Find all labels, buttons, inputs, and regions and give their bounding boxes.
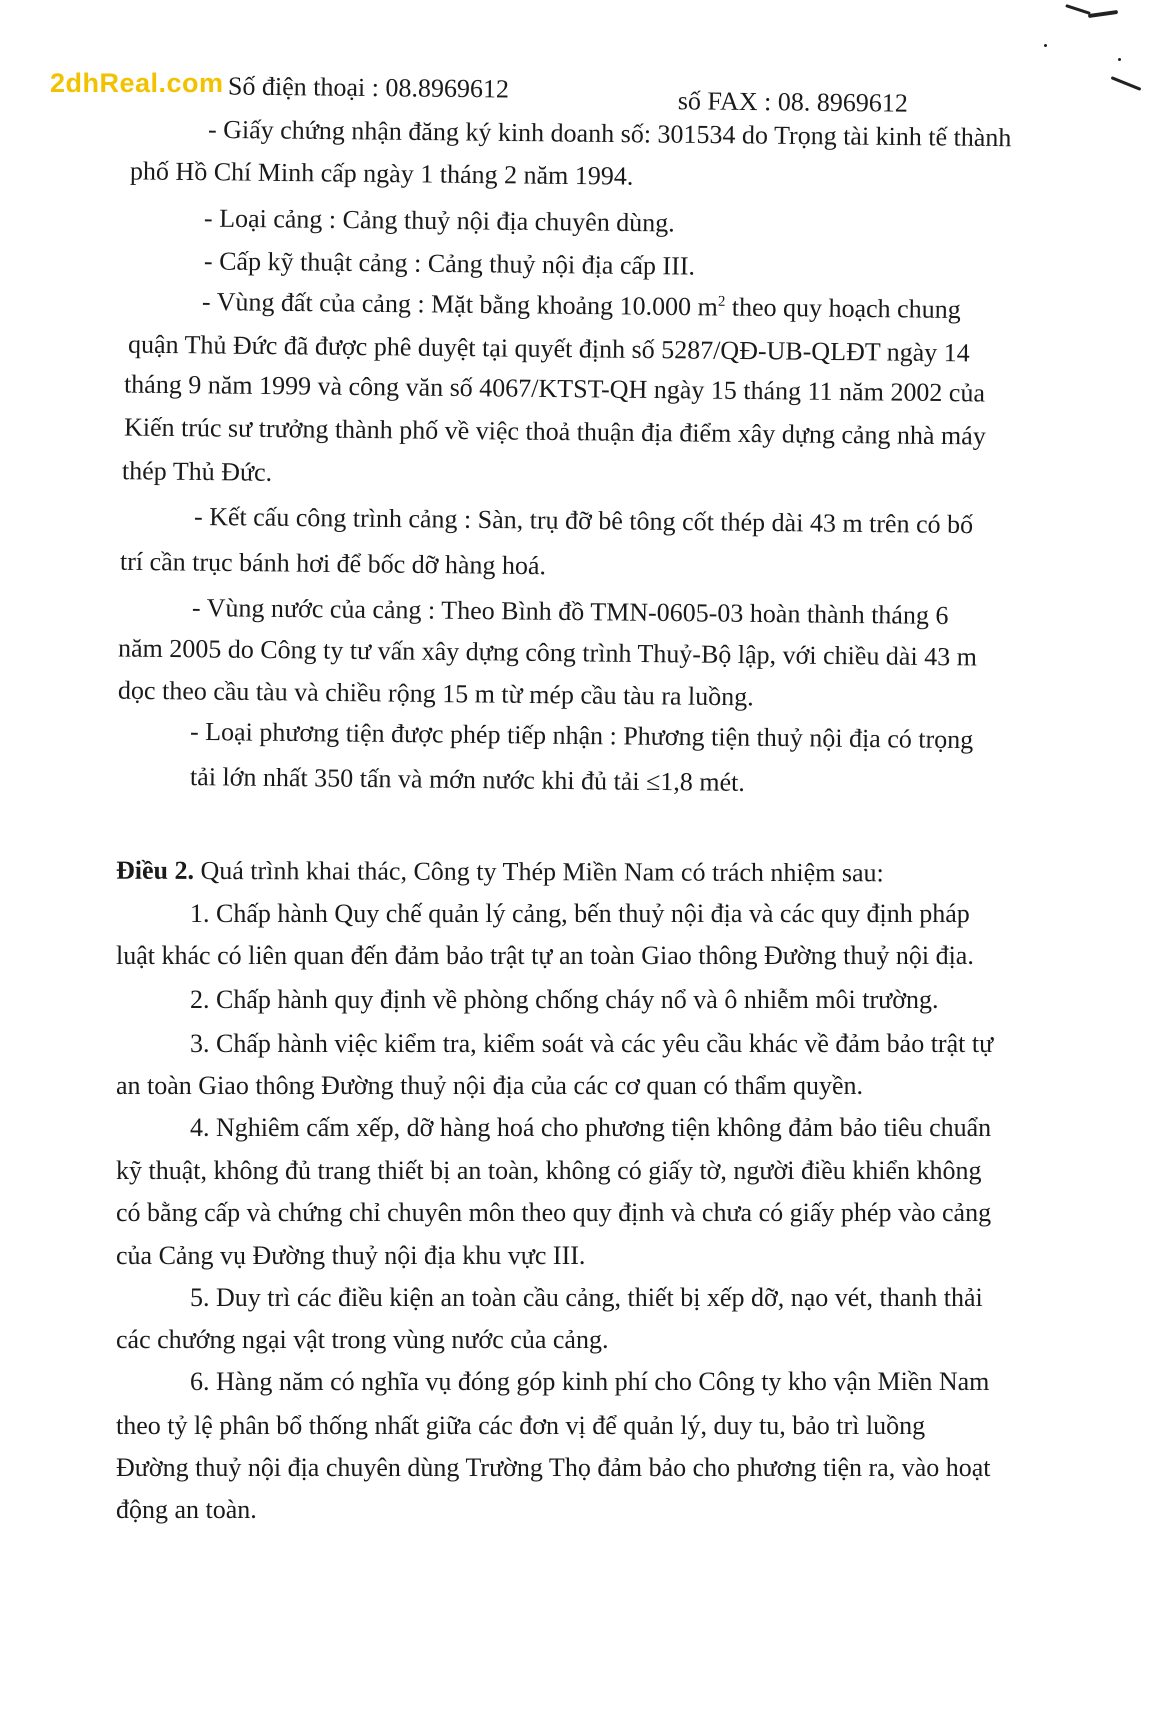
text-line: quận Thủ Đức đã được phê duyệt tại quyết định số 5287/QĐ-UB-QLĐT ngày 14 (127, 329, 970, 368)
scan-mark (1065, 4, 1091, 15)
fax-number: số FAX : 08. 8969612 (677, 86, 908, 118)
text-line: - Cấp kỹ thuật cảng : Cảng thuỷ nội địa cấp III. (203, 246, 696, 281)
text-line: luật khác có liên quan đến đảm bảo trật tự an toàn Giao thông Đường thuỷ nội địa. (116, 941, 974, 970)
text-line: trí cần trục bánh hơi để bốc dỡ hàng hoá. (119, 546, 547, 581)
scan-mark (1088, 10, 1118, 18)
text-line: thép Thủ Đức. (121, 456, 273, 487)
text-line: - Loại cảng : Cảng thuỷ nội địa chuyên dùng. (203, 203, 675, 238)
text-line: 1. Chấp hành Quy chế quản lý cảng, bến thuỷ nội địa và các quy định pháp (190, 899, 970, 928)
phone-number: Số điện thoại : 08.8969612 (227, 71, 510, 104)
text-line: 5. Duy trì các điều kiện an toàn cầu cảng, thiết bị xếp dỡ, nạo vét, thanh thải (190, 1283, 983, 1312)
text-line: tháng 9 năm 1999 và công văn số 4067/KTST-QH ngày 15 tháng 11 năm 2002 của (123, 369, 986, 408)
text-line: 6. Hàng năm có nghĩa vụ đóng góp kinh phí cho Công ty kho vận Miền Nam (190, 1367, 990, 1396)
article-2-label: Điều 2. (115, 855, 195, 885)
contact-line (227, 71, 908, 118)
text-line: năm 2005 do Công ty tư vấn xây dựng công trình Thuỷ-Bộ lập, với chiều dài 43 m (117, 633, 978, 672)
text-line: - Loại phương tiện được phép tiếp nhận : Phương tiện thuỷ nội địa có trọng (189, 716, 974, 755)
article-2-heading (116, 855, 884, 890)
text-line: kỹ thuật, không đủ trang thiết bị an toàn, không có giấy tờ, người điều khiển không (116, 1156, 982, 1185)
land-text: - Vùng đất của cảng : Mặt bằng khoảng 10.000 m (201, 287, 718, 322)
text-line: - Vùng nước của cảng : Theo Bình đồ TMN-0605-03 hoàn thành tháng 6 (191, 593, 949, 630)
text-line: 4. Nghiêm cấm xếp, dỡ hàng hoá cho phương tiện không đảm bảo tiêu chuẩn (190, 1113, 992, 1142)
scan-mark (1111, 76, 1142, 91)
text-line: - Kết cấu công trình cảng : Sàn, trụ đỡ bê tông cốt thép dài 43 m trên có bố (193, 501, 974, 540)
text-line: an toàn Giao thông Đường thuỷ nội địa của các cơ quan có thẩm quyền. (116, 1071, 863, 1100)
text-line: - Giấy chứng nhận đăng ký kinh doanh số: 301534 do Trọng tài kinh tế thành (207, 114, 1012, 153)
text-line: các chướng ngại vật trong vùng nước của cảng. (116, 1325, 609, 1354)
text-line: 2. Chấp hành quy định về phòng chống cháy nổ và ô nhiễm môi trường. (190, 985, 939, 1014)
watermark-logo: 2dhReal.com (50, 68, 224, 98)
text-line: của Cảng vụ Đường thuỷ nội địa khu vực III. (116, 1241, 586, 1270)
text-line: Đường thuỷ nội địa chuyên dùng Trường Thọ đảm bảo cho phương tiện ra, vào hoạt (116, 1453, 991, 1482)
text-line (202, 286, 961, 326)
text-line: tải lớn nhất 350 tấn và mớn nước khi đủ tải ≤1,8 mét. (189, 762, 746, 797)
text-line: Kiến trúc sư trưởng thành phố về việc thoả thuận địa điểm xây dựng cảng nhà máy (123, 412, 986, 451)
text-line: có bằng cấp và chứng chỉ chuyên môn theo quy định và chưa có giấy phép vào cảng (116, 1198, 992, 1227)
scan-mark (1044, 44, 1047, 47)
text-line: dọc theo cầu tàu và chiều rộng 15 m từ mép cầu tàu ra luồng. (117, 675, 754, 712)
text-line: theo tỷ lệ phân bổ thống nhất giữa các đơn vị để quản lý, duy tu, bảo trì luồng (116, 1411, 926, 1440)
text-line: 3. Chấp hành việc kiểm tra, kiểm soát và các yêu cầu khác về đảm bảo trật tự (190, 1029, 994, 1058)
article-2-intro: Quá trình khai thác, Công ty Thép Miền Nam có trách nhiệm sau: (193, 855, 884, 888)
land-text-end: theo quy hoạch chung (725, 292, 961, 324)
land-superscript: 2 (717, 293, 726, 310)
text-line: phố Hồ Chí Minh cấp ngày 1 tháng 2 năm 1994. (129, 156, 634, 191)
text-line: động an toàn. (116, 1495, 257, 1524)
scan-mark (1118, 58, 1121, 61)
